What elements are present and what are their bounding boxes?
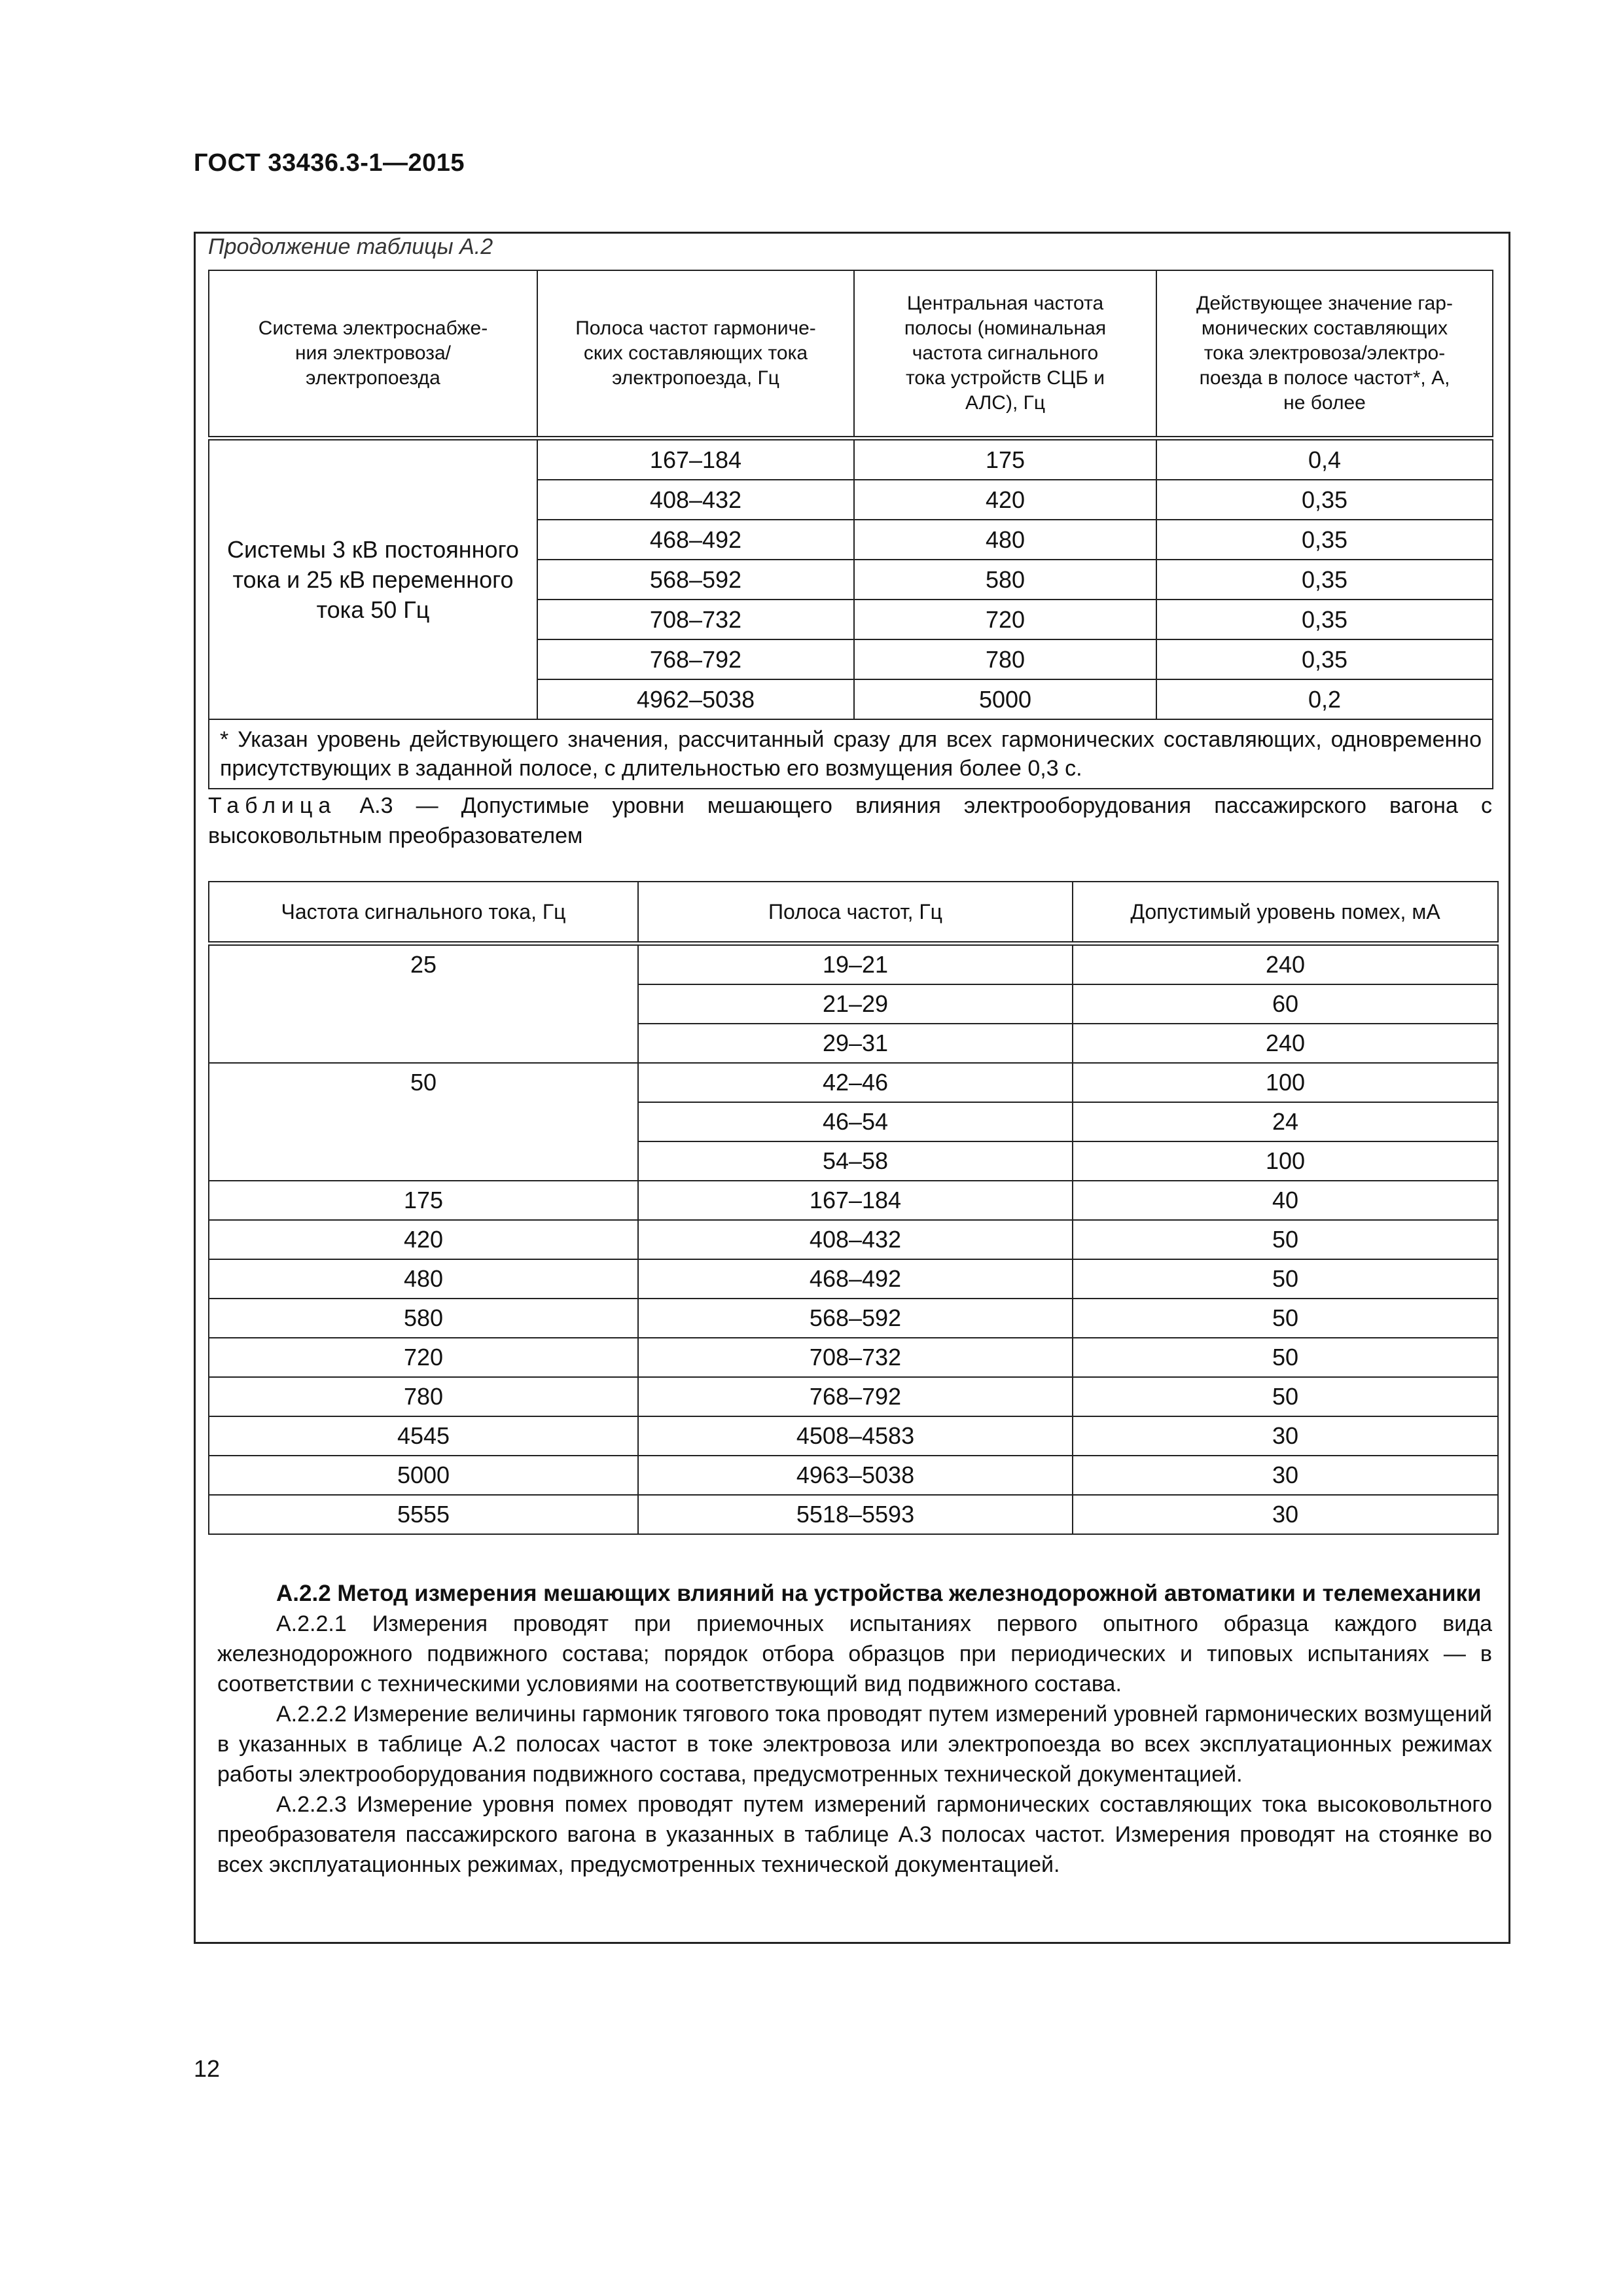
table-a3-level-cell: 240 [1073, 944, 1498, 985]
table-a3-header-row [209, 882, 1498, 944]
table-a3-level-cell: 30 [1073, 1416, 1498, 1456]
table-a3-signal-frequency-cell: 720 [209, 1338, 638, 1377]
table-a3-band-cell: 4508–4583 [638, 1416, 1073, 1456]
table-a3-band-cell: 167–184 [638, 1181, 1073, 1220]
table-row [209, 1299, 1498, 1338]
table-a3-level-cell: 40 [1073, 1181, 1498, 1220]
table-a3-band-cell: 29–31 [638, 1024, 1073, 1063]
section-a22 [217, 1579, 1492, 1880]
table-a2-footnote-row [209, 719, 1493, 789]
table-a2-center-frequency-cell: 420 [854, 480, 1156, 520]
table-a3-col-allowed-level: Допустимый уровень помех, мА [1073, 882, 1498, 944]
table-row [209, 1063, 1498, 1102]
table-a3-signal-frequency-cell: 50 [209, 1063, 638, 1181]
table-a2-center-frequency-cell: 720 [854, 600, 1156, 639]
table-a3-level-cell: 60 [1073, 984, 1498, 1024]
section-heading: А.2.2 Метод измерения мешающих влияний на устройства железнодорожной автоматики и телемеханики [276, 1581, 1482, 1606]
table-a2-center-frequency-cell: 580 [854, 560, 1156, 600]
table-a2-band-cell: 408–432 [537, 480, 854, 520]
table-a3-signal-frequency-cell: 420 [209, 1220, 638, 1259]
table-a3-level-cell: 50 [1073, 1259, 1498, 1299]
table-a2-col-band: Полоса частот гармониче- ских составляющих тока электропоезда, Гц [537, 270, 854, 439]
table-a3-band-cell: 408–432 [638, 1220, 1073, 1259]
table-a3-band-cell: 19–21 [638, 944, 1073, 985]
table-a3-level-cell: 240 [1073, 1024, 1498, 1063]
table-a2-col-effective-value: Действующее значение гар- монических составляющих тока электровоза/электро- поезда в полосе частот*, А, не более [1156, 270, 1493, 439]
table-a2-header-row [209, 270, 1493, 439]
table-a2-band-cell: 4962–5038 [537, 679, 854, 719]
table-a3-col-band: Полоса частот, Гц [638, 882, 1073, 944]
table-a2-value-cell: 0,35 [1156, 639, 1493, 679]
table-a2-value-cell: 0,35 [1156, 600, 1493, 639]
table-a2-center-frequency-cell: 175 [854, 439, 1156, 480]
table-a3-band-cell: 54–58 [638, 1141, 1073, 1181]
table-a3-band-cell: 708–732 [638, 1338, 1073, 1377]
table-a3-signal-frequency-cell: 25 [209, 944, 638, 1064]
table-a3-band-cell: 21–29 [638, 984, 1073, 1024]
table-a3-caption-text: А.3 — Допустимые уровни мешающего влияния электрооборудования пассажирского вагона с высоковольтным преобразователем [208, 793, 1492, 848]
paragraph-a221: А.2.2.1 Измерения проводят при приемочных испытаниях первого опытного образца каждого вида железнодорожного подвижного состава; порядок отбора образцов при периодических и типовых испытаниях — в соответствии с техническими условиями на соответствующий вид подвижного состава. [217, 1611, 1492, 1696]
document-header: ГОСТ 33436.3-1—2015 [194, 149, 465, 177]
table-a2-col-system: Система электроснабже- ния электровоза/ электропоезда [209, 270, 537, 439]
table-a2-value-cell: 0,35 [1156, 520, 1493, 560]
table-row [209, 1220, 1498, 1259]
table-a2-value-cell: 0,4 [1156, 439, 1493, 480]
paragraph-a222: А.2.2.2 Измерение величины гармоник тягового тока проводят путем измерений уровней гармонических возмущений в указанных в таблице А.2 полосах частот в токе электровоза или электропоезда во всех эксплуатационных режимах работы электрооборудования подвижного состава, предусмотренных технической документацией. [217, 1702, 1492, 1787]
table-a3-band-cell: 468–492 [638, 1259, 1073, 1299]
table-a3-level-cell: 50 [1073, 1220, 1498, 1259]
table-a2 [208, 270, 1493, 789]
table-a2-system-cell: Системы 3 кВ постоянного тока и 25 кВ переменного тока 50 Гц [209, 439, 537, 720]
table-a3-band-cell: 4963–5038 [638, 1456, 1073, 1495]
table-a2-center-frequency-cell: 5000 [854, 679, 1156, 719]
table-a3-signal-frequency-cell: 780 [209, 1377, 638, 1416]
table-a3-level-cell: 50 [1073, 1299, 1498, 1338]
table-a3-level-cell: 30 [1073, 1495, 1498, 1534]
table-row [209, 1416, 1498, 1456]
table-a2-value-cell: 0,2 [1156, 679, 1493, 719]
table-a2-footnote: * Указан уровень действующего значения, рассчитанный сразу для всех гармонических составляющих, одновременно присутствующих в заданной полосе, с длительностью его возмущения более 0,3 с. [209, 719, 1493, 789]
page-number: 12 [194, 2055, 221, 2082]
table-row [209, 439, 1493, 480]
table-a3-level-cell: 50 [1073, 1377, 1498, 1416]
table-a2-band-cell: 468–492 [537, 520, 854, 560]
table-a3-signal-frequency-cell: 175 [209, 1181, 638, 1220]
table-a3-caption [208, 791, 1492, 851]
table-a3-signal-frequency-cell: 5555 [209, 1495, 638, 1534]
table-row [209, 1338, 1498, 1377]
table-a3-signal-frequency-cell: 4545 [209, 1416, 638, 1456]
table-row [209, 1181, 1498, 1220]
table-a2-value-cell: 0,35 [1156, 560, 1493, 600]
table-a3-band-cell: 5518–5593 [638, 1495, 1073, 1534]
table-a2-value-cell: 0,35 [1156, 480, 1493, 520]
table-a3-signal-frequency-cell: 5000 [209, 1456, 638, 1495]
table-row [209, 1456, 1498, 1495]
table-a2-band-cell: 167–184 [537, 439, 854, 480]
table-a3-col-signal-frequency: Частота сигнального тока, Гц [209, 882, 638, 944]
table-a3-signal-frequency-cell: 480 [209, 1259, 638, 1299]
table-a2-band-cell: 708–732 [537, 600, 854, 639]
table-row [209, 1377, 1498, 1416]
table-a2-col-center-frequency: Центральная частота полосы (номинальная частота сигнального тока устройств СЦБ и АЛС), Гц [854, 270, 1156, 439]
table-a2-center-frequency-cell: 780 [854, 639, 1156, 679]
table-a3-level-cell: 24 [1073, 1102, 1498, 1141]
table-a2-band-cell: 568–592 [537, 560, 854, 600]
table-a2-center-frequency-cell: 480 [854, 520, 1156, 560]
table-row [209, 944, 1498, 985]
table-row [209, 1259, 1498, 1299]
table-a3-caption-prefix: Таблица [208, 793, 337, 818]
table-row [209, 1495, 1498, 1534]
table-a3 [208, 881, 1499, 1535]
table-a3-signal-frequency-cell: 580 [209, 1299, 638, 1338]
table-a2-continuation-label: Продолжение таблицы А.2 [208, 234, 493, 259]
table-a3-band-cell: 568–592 [638, 1299, 1073, 1338]
table-a3-band-cell: 46–54 [638, 1102, 1073, 1141]
paragraph-a223: А.2.2.3 Измерение уровня помех проводят путем измерений гармонических составляющих тока высоковольтного преобразователя пассажирского вагона в указанных в таблице А.3 полосах частот. Измерения проводят на стоянке во всех эксплуатационных режимах, предусмотренных технической документацией. [217, 1792, 1492, 1877]
table-a3-level-cell: 100 [1073, 1063, 1498, 1102]
table-a3-level-cell: 30 [1073, 1456, 1498, 1495]
table-a3-band-cell: 768–792 [638, 1377, 1073, 1416]
table-a2-band-cell: 768–792 [537, 639, 854, 679]
table-a3-level-cell: 50 [1073, 1338, 1498, 1377]
table-a3-band-cell: 42–46 [638, 1063, 1073, 1102]
table-a3-level-cell: 100 [1073, 1141, 1498, 1181]
